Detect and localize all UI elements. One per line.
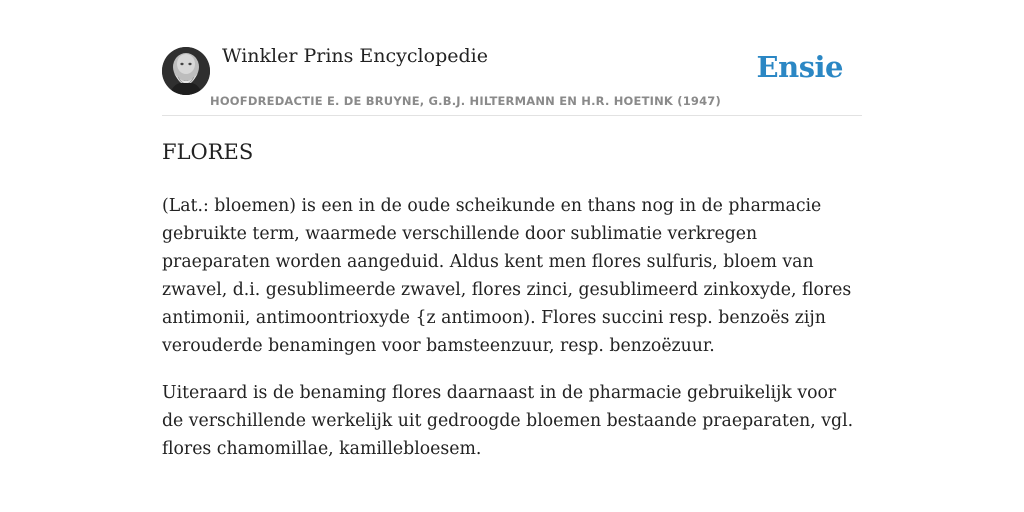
editorial-credit: HOOFDREDACTIE E. DE BRUYNE, G.B.J. HILTERMANN EN H.R. HOETINK (1947) — [210, 94, 721, 108]
article-page — [162, 0, 862, 512]
article-paragraph: (Lat.: bloemen) is een in de oude scheikunde en thans nog in de pharmacie gebruikte term, waarmede verschillende door sublimatie verkregen praeparaten worden aangeduid. Aldus kent men flores sulfuris, bloem van zwavel, d.i. gesublimeerde zwavel, flores zinci, gesublimeerd zinkoxyde, flores antimonii, antimoontrioxyde {z antimoon). Flores succini resp. benzoës zijn verouderde benamingen voor bamsteenzuur, resp. benzoëzuur. — [162, 196, 852, 356]
encyclopedia-title[interactable]: Winkler Prins Encyclopedie — [222, 45, 488, 67]
article-headword: FLORES — [162, 140, 254, 164]
portrait-avatar-icon — [162, 47, 210, 95]
article-paragraph: Uiteraard is de benaming flores daarnaast in de pharmacie gebruikelijk voor de verschillende werkelijk uit gedroogde bloemen bestaande praeparaten, vgl. flores chamomillae, kamillebloesem. — [162, 383, 854, 459]
ensie-logo[interactable]: Ensie — [756, 50, 843, 84]
encyclopedia-header — [162, 0, 862, 116]
article-body — [162, 192, 862, 482]
